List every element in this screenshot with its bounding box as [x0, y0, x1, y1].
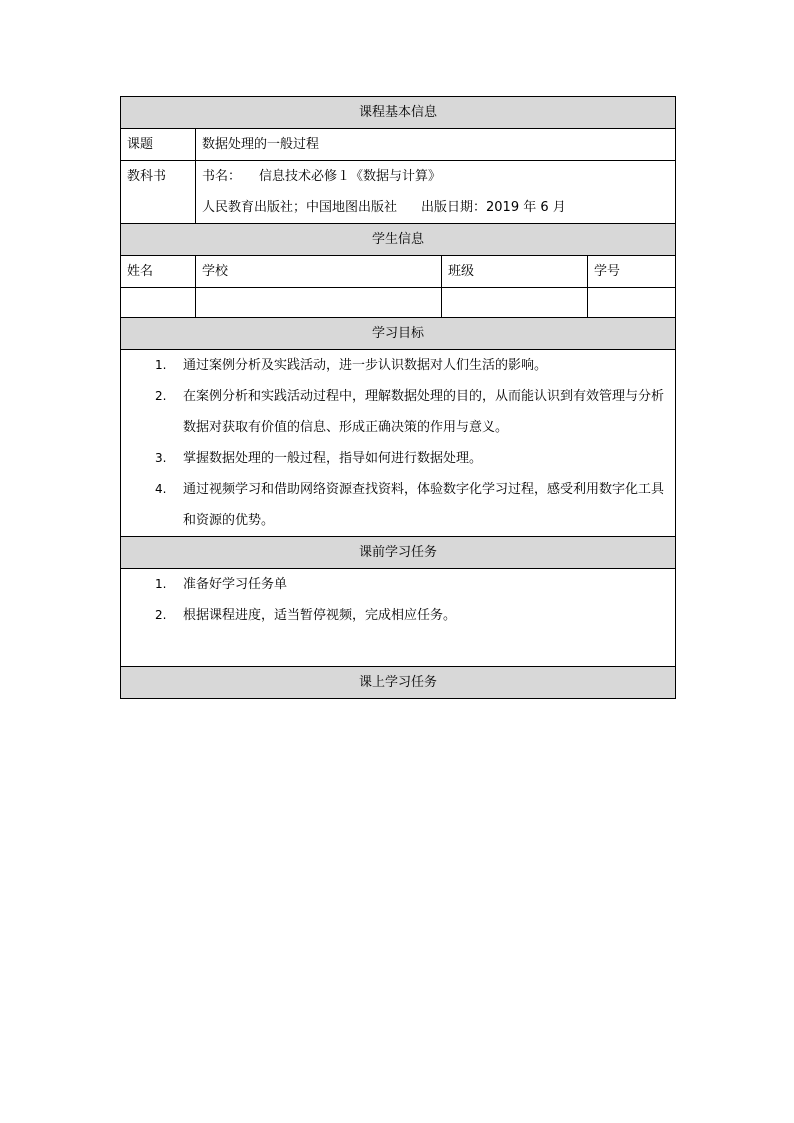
task-item	[121, 569, 675, 600]
publisher: 人民教育出版社；中国地图出版社	[202, 200, 398, 215]
section-header-pre-tasks: 课前学习任务	[121, 537, 676, 569]
pre-tasks-cell	[121, 569, 676, 667]
goal-item	[121, 381, 675, 443]
book-name-line	[202, 161, 669, 192]
school-label: 学校	[196, 256, 442, 288]
goals-cell	[121, 350, 676, 537]
section-header-basic-info: 课程基本信息	[121, 97, 676, 129]
task-item	[121, 600, 675, 631]
class-field[interactable]	[442, 288, 588, 318]
task-number: 2.	[155, 608, 167, 622]
goal-number: 4.	[155, 482, 167, 496]
task-text: 根据课程进度，适当暂停视频，完成相应任务。	[183, 608, 457, 623]
course-info-table	[120, 96, 676, 699]
textbook-info	[196, 161, 676, 224]
goal-item	[121, 443, 675, 474]
worksheet	[120, 96, 675, 699]
textbook-label: 教科书	[121, 161, 196, 224]
publication-date: 出版日期：2019 年 6 月	[421, 200, 566, 215]
goal-item	[121, 350, 675, 381]
section-header-in-class-tasks: 课上学习任务	[121, 667, 676, 699]
goal-text: 通过视频学习和借助网络资源查找资料，体验数字化学习过程，感受利用数字化工具和资源的优势。	[183, 482, 665, 528]
goal-number: 3.	[155, 451, 167, 465]
goal-text: 掌握数据处理的一般过程，指导如何进行数据处理。	[183, 451, 483, 466]
goal-text: 通过案例分析及实践活动，进一步认识数据对人们生活的影响。	[183, 358, 548, 373]
task-text: 准备好学习任务单	[183, 577, 288, 592]
goals-list	[121, 350, 675, 536]
school-field[interactable]	[196, 288, 442, 318]
task-number: 1.	[155, 577, 167, 591]
student-id-label: 学号	[588, 256, 676, 288]
section-header-student-info: 学生信息	[121, 224, 676, 256]
goal-text: 在案例分析和实践活动过程中，理解数据处理的目的，从而能认识到有效管理与分析数据对获取有价值的信息、形成正确决策的作用与意义。	[183, 389, 665, 435]
topic-value: 数据处理的一般过程	[196, 129, 676, 161]
student-id-field[interactable]	[588, 288, 676, 318]
name-field[interactable]	[121, 288, 196, 318]
publisher-line	[202, 192, 669, 223]
goal-number: 2.	[155, 389, 167, 403]
class-label: 班级	[442, 256, 588, 288]
book-name-label: 书名：	[202, 169, 242, 184]
name-label: 姓名	[121, 256, 196, 288]
section-header-goals: 学习目标	[121, 318, 676, 350]
pre-tasks-list	[121, 569, 675, 631]
topic-label: 课题	[121, 129, 196, 161]
goal-number: 1.	[155, 358, 167, 372]
goal-item	[121, 474, 675, 536]
book-name-value: 信息技术必修１《数据与计算》	[259, 169, 442, 184]
